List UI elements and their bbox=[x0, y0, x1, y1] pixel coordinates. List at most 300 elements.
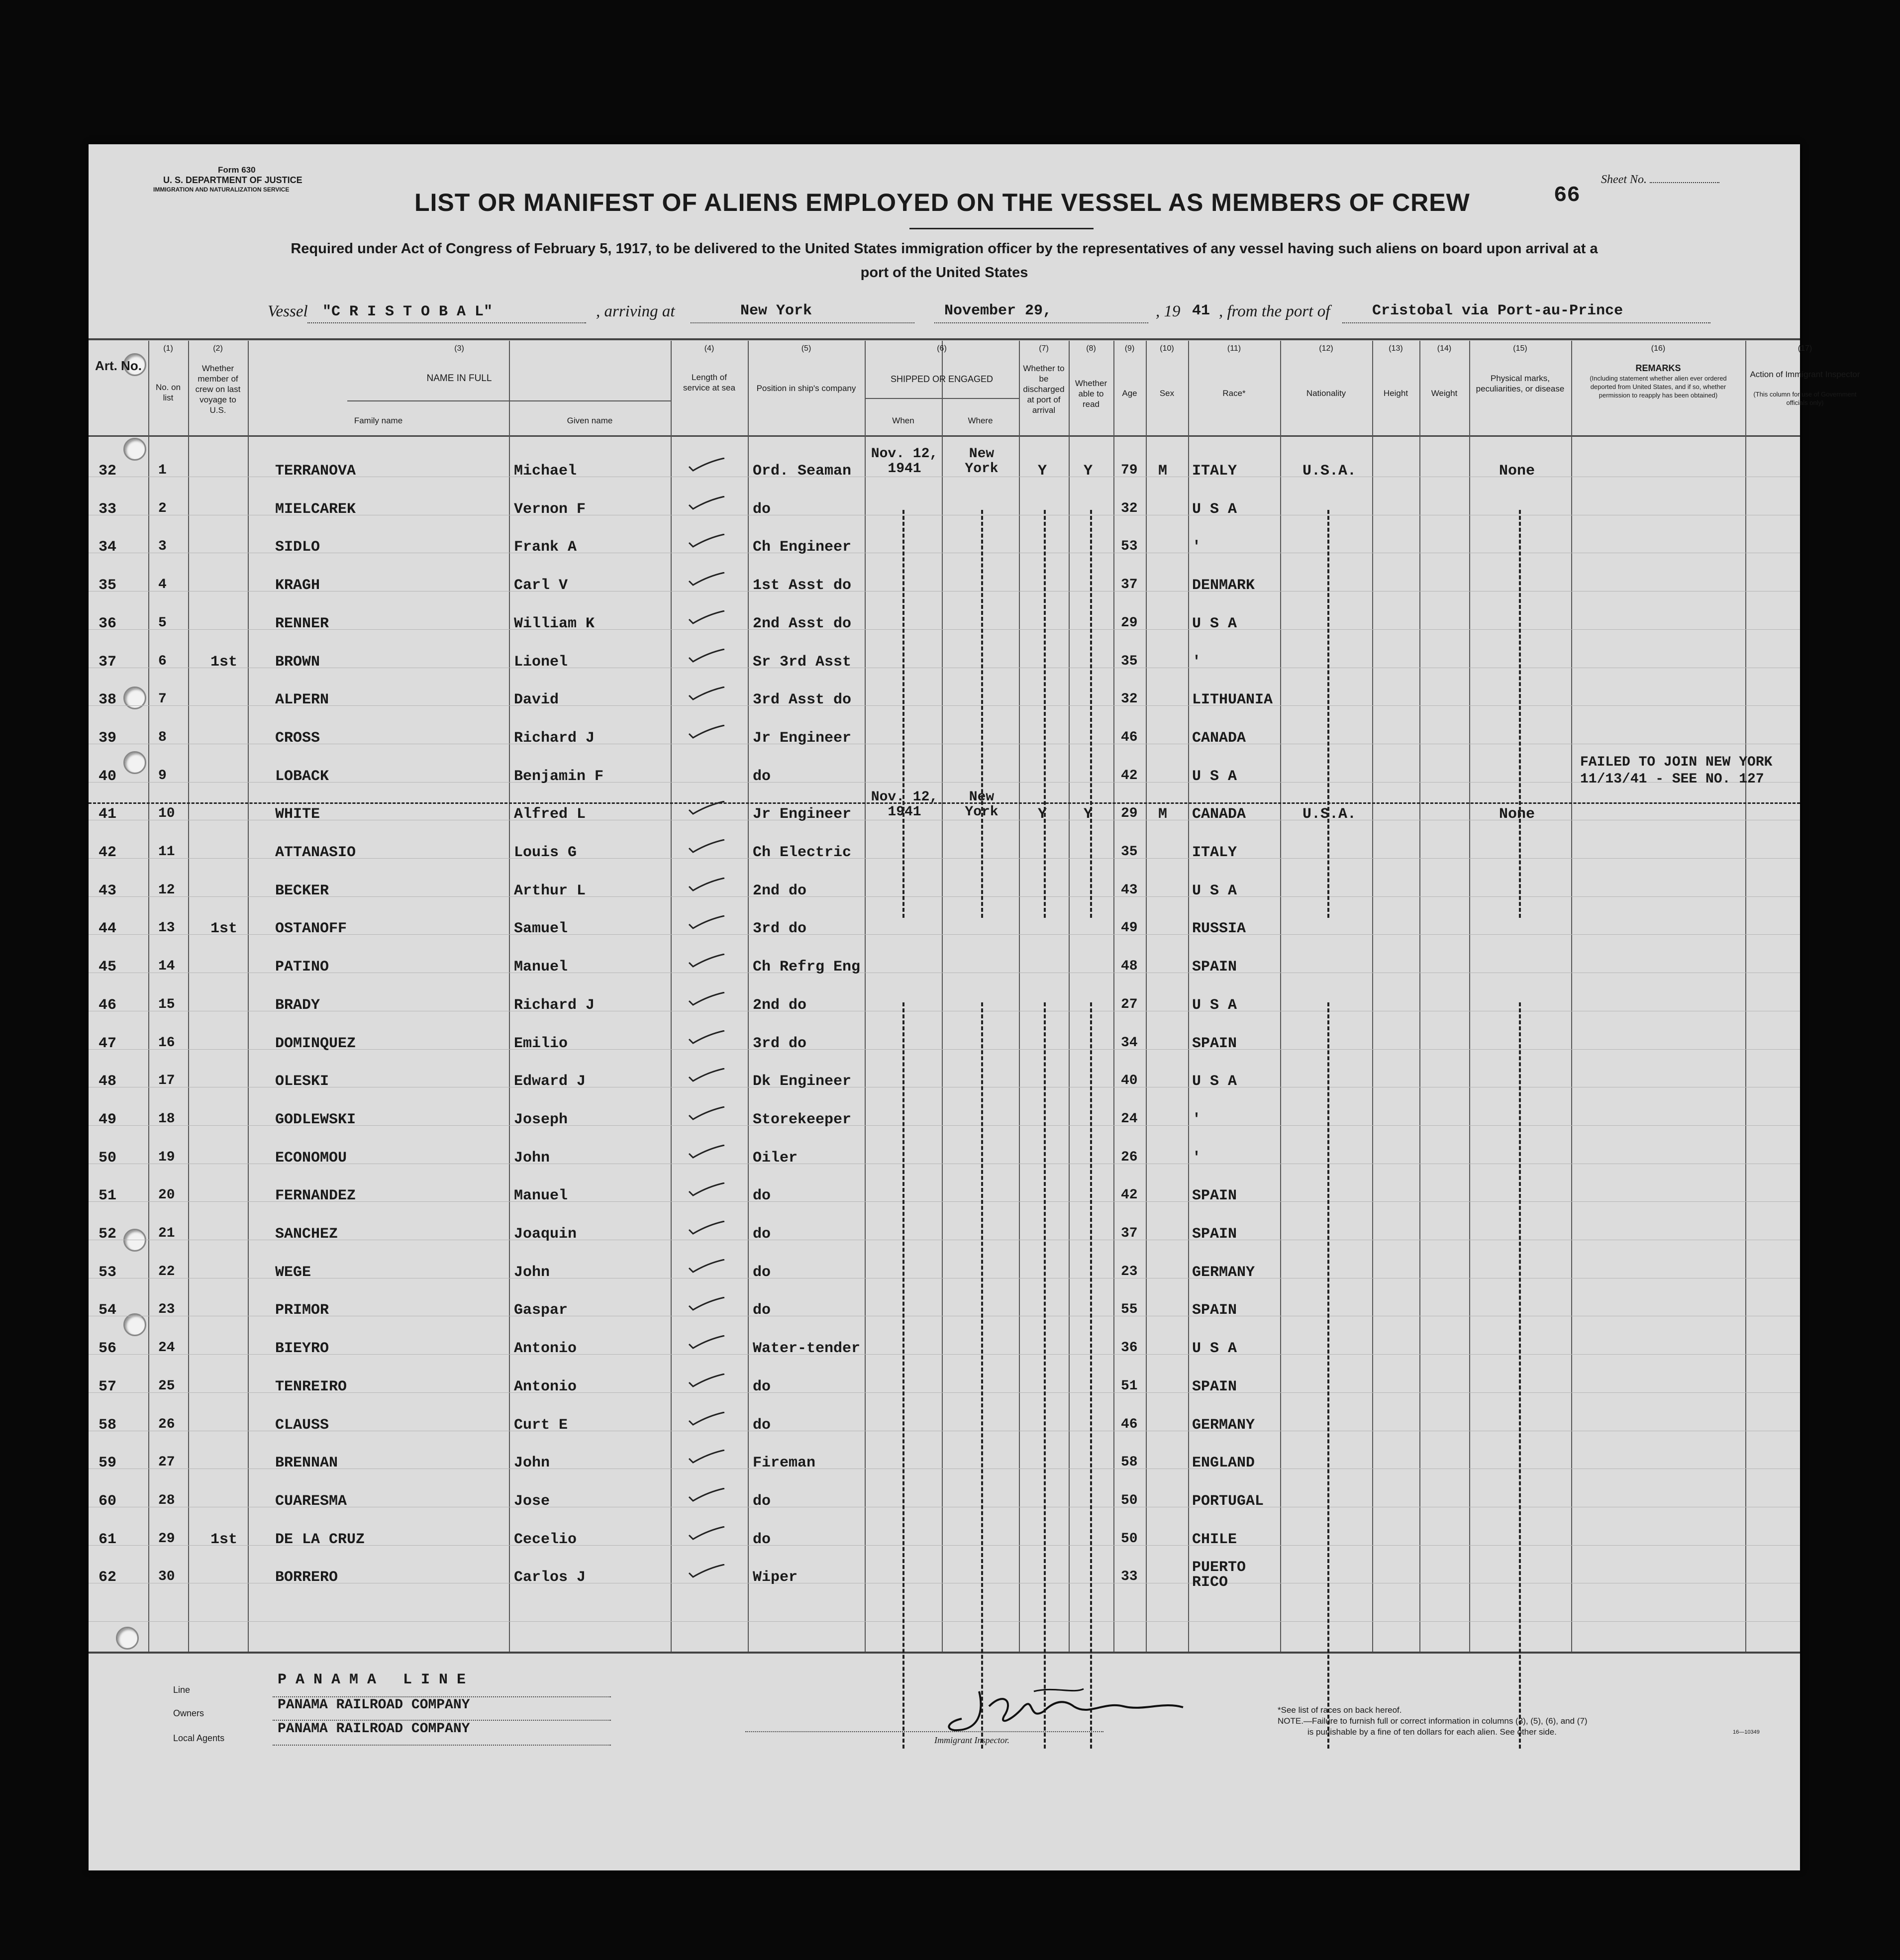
art-no-cell: 42 bbox=[99, 844, 117, 861]
list-no-cell: 8 bbox=[158, 730, 167, 745]
race-cell: ' bbox=[1192, 654, 1201, 671]
subtitle-line-2: port of the United States bbox=[860, 265, 1028, 281]
list-no-cell: 23 bbox=[158, 1302, 175, 1317]
vessel-name: "C R I S T O B A L" bbox=[322, 303, 493, 320]
col-header-name-in-full: NAME IN FULL bbox=[426, 373, 492, 384]
check-mark-icon bbox=[688, 1373, 725, 1388]
list-no-cell: 26 bbox=[158, 1417, 175, 1432]
age-cell: 34 bbox=[1121, 1035, 1138, 1051]
line-label: Line bbox=[173, 1685, 191, 1695]
family-name-cell: MIELCAREK bbox=[275, 501, 356, 518]
inspector-signature bbox=[865, 1671, 1233, 1741]
vessel-label: Vessel bbox=[268, 302, 308, 320]
check-mark-icon bbox=[688, 992, 725, 1007]
fine-note: is punishable by a fine of ten dollars for each alien. See other side. bbox=[1307, 1727, 1557, 1737]
position-cell: do bbox=[753, 1302, 771, 1319]
art-no-cell: 35 bbox=[99, 577, 117, 594]
column-rule bbox=[248, 341, 249, 1652]
family-name-cell: TERRANOVA bbox=[275, 463, 356, 480]
ditto-nationality bbox=[1327, 510, 1329, 918]
given-name-cell: David bbox=[514, 691, 559, 708]
race-cell: ITALY bbox=[1192, 844, 1237, 861]
check-mark-icon bbox=[688, 1488, 725, 1503]
family-name-cell: WHITE bbox=[275, 806, 320, 823]
age-cell: 37 bbox=[1121, 577, 1138, 592]
list-no-cell: 10 bbox=[158, 806, 175, 821]
manifest-sheet bbox=[89, 144, 1860, 1870]
position-cell: Sr 3rd Asst bbox=[753, 654, 852, 671]
sex-cell: M bbox=[1158, 463, 1168, 480]
column-rule bbox=[1419, 341, 1420, 1652]
race-cell: SPAIN bbox=[1192, 959, 1237, 976]
family-name-cell: PATINO bbox=[275, 959, 329, 976]
race-cell: CANADA bbox=[1192, 806, 1246, 823]
race-cell: PUERTO RICO bbox=[1192, 1559, 1246, 1591]
check-mark-icon bbox=[688, 496, 725, 511]
list-no-cell: 21 bbox=[158, 1226, 175, 1241]
ditto-marks-2 bbox=[1519, 1002, 1521, 1749]
position-cell: Oiler bbox=[753, 1150, 798, 1167]
column-rule bbox=[1372, 341, 1373, 1652]
given-name-cell: Richard J bbox=[514, 730, 595, 747]
inspector-label: Immigrant Inspector. bbox=[934, 1735, 1009, 1745]
arrival-date: November 29, bbox=[944, 302, 1052, 319]
position-cell: 3rd do bbox=[753, 1035, 807, 1052]
race-cell: U S A bbox=[1192, 615, 1237, 632]
list-no-cell: 2 bbox=[158, 501, 167, 516]
given-name-cell: John bbox=[514, 1150, 550, 1167]
list-no-cell: 9 bbox=[158, 768, 167, 784]
list-no-cell: 28 bbox=[158, 1493, 175, 1508]
race-cell: U S A bbox=[1192, 997, 1237, 1014]
ditto-when-2 bbox=[902, 1002, 904, 1749]
row-rule bbox=[89, 1354, 1800, 1355]
year-prefix: , 19 bbox=[1156, 302, 1181, 320]
races-note: *See list of races on back hereof. bbox=[1278, 1705, 1402, 1715]
arrival-underline bbox=[691, 322, 914, 323]
given-name-cell: Manuel bbox=[514, 1187, 568, 1204]
check-mark-icon bbox=[688, 725, 725, 740]
list-no-cell: 5 bbox=[158, 615, 167, 631]
list-no-cell: 17 bbox=[158, 1073, 175, 1088]
art-no-cell: 48 bbox=[99, 1073, 117, 1090]
given-name-cell: Antonio bbox=[514, 1340, 577, 1357]
art-no-cell: 49 bbox=[99, 1111, 117, 1128]
family-name-cell: DE LA CRUZ bbox=[275, 1531, 365, 1548]
table-bottom-rule bbox=[89, 1652, 1800, 1654]
given-name-cell: Lionel bbox=[514, 654, 568, 671]
given-name-cell: Edward J bbox=[514, 1073, 586, 1090]
list-no-cell: 19 bbox=[158, 1150, 175, 1165]
race-cell: RUSSIA bbox=[1192, 920, 1246, 937]
family-name-cell: OSTANOFF bbox=[275, 920, 347, 937]
family-name-cell: TENREIRO bbox=[275, 1378, 347, 1395]
age-cell: 50 bbox=[1121, 1493, 1138, 1508]
position-cell: 3rd do bbox=[753, 920, 807, 937]
race-cell: U S A bbox=[1192, 501, 1237, 518]
race-cell: SPAIN bbox=[1192, 1187, 1237, 1204]
position-cell: do bbox=[753, 1531, 771, 1548]
art-no-cell: 51 bbox=[99, 1187, 117, 1204]
family-name-cell: SANCHEZ bbox=[275, 1226, 338, 1243]
owners-rule bbox=[273, 1720, 611, 1721]
given-name-cell: Louis G bbox=[514, 844, 577, 861]
check-mark-icon bbox=[688, 1106, 725, 1121]
family-name-cell: CROSS bbox=[275, 730, 320, 747]
col-num-13: (13) bbox=[1389, 344, 1403, 353]
form-number: Form 630 bbox=[218, 165, 256, 175]
family-name-cell: DOMINQUEZ bbox=[275, 1035, 356, 1052]
race-cell: CHILE bbox=[1192, 1531, 1237, 1548]
given-name-cell: Antonio bbox=[514, 1378, 577, 1395]
position-cell: do bbox=[753, 768, 771, 785]
inspector-rule bbox=[745, 1731, 1103, 1732]
row-rule bbox=[89, 629, 1800, 630]
check-mark-icon bbox=[688, 534, 725, 549]
art-no-cell: 61 bbox=[99, 1531, 117, 1548]
ditto-where-2 bbox=[981, 1002, 983, 1749]
list-no-cell: 16 bbox=[158, 1035, 175, 1051]
age-cell: 43 bbox=[1121, 882, 1138, 898]
age-cell: 55 bbox=[1121, 1302, 1138, 1317]
departure-port: Cristobal via Port-au-Prince bbox=[1372, 302, 1623, 319]
column-rule bbox=[1069, 341, 1070, 1652]
owners-value: PANAMA RAILROAD COMPANY bbox=[278, 1697, 470, 1713]
punch-hole bbox=[123, 686, 146, 709]
art-no-cell: 62 bbox=[99, 1569, 117, 1586]
line-value: P A N A M A L I N E bbox=[278, 1671, 466, 1688]
race-cell: ' bbox=[1192, 1150, 1201, 1167]
col-num-4: (4) bbox=[704, 344, 714, 353]
title-underline bbox=[909, 228, 1094, 229]
col-header-length-of-service: Length of service at sea bbox=[683, 373, 735, 392]
check-mark-icon bbox=[688, 649, 725, 664]
table-top-rule bbox=[89, 338, 1800, 340]
column-rule bbox=[942, 341, 943, 1652]
col-header-when: When bbox=[892, 416, 914, 425]
agents-rule bbox=[273, 1745, 611, 1746]
col-num-1: (1) bbox=[163, 344, 173, 353]
given-name-cell: Richard J bbox=[514, 997, 595, 1014]
age-cell: 53 bbox=[1121, 539, 1138, 554]
check-mark-icon bbox=[688, 954, 725, 969]
vessel-underline bbox=[307, 322, 586, 323]
col-num-14: (14) bbox=[1437, 344, 1452, 353]
race-cell: GERMANY bbox=[1192, 1417, 1255, 1434]
col-num-8: (8) bbox=[1086, 344, 1096, 353]
check-mark-icon bbox=[688, 572, 725, 587]
shipped-where-cell: New York bbox=[965, 789, 999, 820]
check-mark-icon bbox=[688, 878, 725, 892]
position-cell: Jr Engineer bbox=[753, 730, 852, 747]
column-rule bbox=[1019, 341, 1020, 1652]
physical-marks-cell: None bbox=[1499, 806, 1535, 823]
race-cell: U S A bbox=[1192, 1073, 1237, 1090]
given-name-cell: Carlos J bbox=[514, 1569, 586, 1586]
col-header-inspector-note: (This column for use of Government officials only) bbox=[1753, 391, 1857, 406]
family-name-cell: BROWN bbox=[275, 654, 320, 671]
family-name-cell: WEGE bbox=[275, 1264, 311, 1281]
column-rule bbox=[1280, 341, 1281, 1652]
col-header-given-name: Given name bbox=[567, 416, 613, 425]
col-header-age: Age bbox=[1122, 389, 1137, 398]
family-name-cell: KRAGH bbox=[275, 577, 320, 594]
agents-value: PANAMA RAILROAD COMPANY bbox=[278, 1721, 470, 1737]
art-no-cell: 47 bbox=[99, 1035, 117, 1052]
position-cell: Ch Refrg Eng bbox=[753, 959, 861, 976]
age-cell: 35 bbox=[1121, 844, 1138, 860]
art-no-cell: 56 bbox=[99, 1340, 117, 1357]
ditto-when bbox=[902, 510, 904, 918]
check-mark-icon bbox=[688, 458, 725, 473]
column-rule bbox=[1146, 341, 1147, 1652]
family-name-cell: BRENNAN bbox=[275, 1455, 338, 1471]
col-num-7: (7) bbox=[1039, 344, 1049, 353]
subtitle-line-1: Required under Act of Congress of February 5, 1917, to be delivered to the United States immigration officer by the representatives of any vessel having such aliens on board upon arrival at a bbox=[291, 241, 1598, 257]
check-mark-icon bbox=[688, 1335, 725, 1350]
given-name-cell: Curt E bbox=[514, 1417, 568, 1434]
race-cell: LITHUANIA bbox=[1192, 691, 1273, 708]
list-no-cell: 20 bbox=[158, 1187, 175, 1203]
shipped-when-cell: Nov. 12, 1941 bbox=[871, 446, 938, 477]
check-mark-icon bbox=[688, 610, 725, 625]
position-cell: Storekeeper bbox=[753, 1111, 852, 1128]
last-voyage-cell: 1st bbox=[210, 1531, 238, 1548]
given-name-cell: John bbox=[514, 1264, 550, 1281]
shipped-subhead-rule bbox=[865, 398, 1019, 399]
art-no-cell: 43 bbox=[99, 882, 117, 899]
family-name-cell: BECKER bbox=[275, 882, 329, 899]
col-header-sex: Sex bbox=[1159, 389, 1175, 398]
list-no-cell: 7 bbox=[158, 691, 167, 707]
list-no-cell: 12 bbox=[158, 882, 175, 898]
race-cell: SPAIN bbox=[1192, 1226, 1237, 1243]
check-mark-icon bbox=[688, 1297, 725, 1312]
sex-cell: M bbox=[1158, 806, 1168, 823]
age-cell: 29 bbox=[1121, 615, 1138, 631]
age-cell: 33 bbox=[1121, 1569, 1138, 1584]
given-name-cell: Manuel bbox=[514, 959, 568, 976]
given-name-cell: Cecelio bbox=[514, 1531, 577, 1548]
given-name-cell: Arthur L bbox=[514, 882, 586, 899]
list-no-cell: 24 bbox=[158, 1340, 175, 1356]
art-no-cell: 38 bbox=[99, 691, 117, 708]
family-name-cell: ALPERN bbox=[275, 691, 329, 708]
age-cell: 26 bbox=[1121, 1150, 1138, 1165]
position-cell: 2nd do bbox=[753, 882, 807, 899]
list-no-cell: 6 bbox=[158, 654, 167, 669]
list-no-cell: 13 bbox=[158, 920, 175, 936]
given-name-cell: Samuel bbox=[514, 920, 568, 937]
art-no-cell: 37 bbox=[99, 654, 117, 671]
art-no-cell: 45 bbox=[99, 959, 117, 976]
age-cell: 48 bbox=[1121, 959, 1138, 974]
page-number: 66 bbox=[1554, 183, 1580, 208]
art-no-cell: 46 bbox=[99, 997, 117, 1014]
given-name-cell: Gaspar bbox=[514, 1302, 568, 1319]
row-rule bbox=[89, 896, 1800, 897]
art-no-cell: 57 bbox=[99, 1378, 117, 1395]
col-num-16: (16) bbox=[1651, 344, 1666, 353]
column-rule bbox=[148, 341, 149, 1652]
column-rule bbox=[188, 341, 189, 1652]
race-cell: U S A bbox=[1192, 882, 1237, 899]
agents-label: Local Agents bbox=[173, 1733, 225, 1743]
check-mark-icon bbox=[688, 1030, 725, 1045]
race-cell: SPAIN bbox=[1192, 1035, 1237, 1052]
arriving-label: , arriving at bbox=[596, 302, 675, 320]
check-mark-icon bbox=[688, 1526, 725, 1541]
position-cell: Ord. Seaman bbox=[753, 463, 852, 480]
check-mark-icon bbox=[688, 1182, 725, 1197]
age-cell: 24 bbox=[1121, 1111, 1138, 1127]
arrival-year: 41 bbox=[1192, 302, 1210, 319]
art-no-cell: 34 bbox=[99, 539, 117, 556]
age-cell: 50 bbox=[1121, 1531, 1138, 1547]
date-underline bbox=[934, 322, 1148, 323]
art-no-cell: 59 bbox=[99, 1455, 117, 1471]
race-cell: U S A bbox=[1192, 1340, 1237, 1357]
age-cell: 27 bbox=[1121, 997, 1138, 1012]
age-cell: 42 bbox=[1121, 768, 1138, 784]
race-cell: DENMARK bbox=[1192, 577, 1255, 594]
ditto-nationality-2 bbox=[1327, 1002, 1329, 1749]
position-cell: do bbox=[753, 1187, 771, 1204]
remarks-cell: FAILED TO JOIN NEW YORK 11/13/41 - SEE NO. 127 bbox=[1580, 755, 1773, 787]
list-no-cell: 29 bbox=[158, 1531, 175, 1547]
race-cell: SPAIN bbox=[1192, 1378, 1237, 1395]
list-no-cell: 14 bbox=[158, 959, 175, 974]
age-cell: 40 bbox=[1121, 1073, 1138, 1088]
service-name: IMMIGRATION AND NATURALIZATION SERVICE bbox=[153, 186, 290, 193]
position-cell: do bbox=[753, 1493, 771, 1510]
ditto-read-2 bbox=[1090, 1002, 1092, 1749]
list-no-cell: 25 bbox=[158, 1378, 175, 1394]
family-name-cell: LOBACK bbox=[275, 768, 329, 785]
check-mark-icon bbox=[688, 1412, 725, 1427]
age-cell: 32 bbox=[1121, 691, 1138, 707]
art-no-cell: 36 bbox=[99, 615, 117, 632]
family-name-cell: BORRERO bbox=[275, 1569, 338, 1586]
list-no-cell: 22 bbox=[158, 1264, 175, 1279]
art-no-cell: 52 bbox=[99, 1226, 117, 1243]
given-name-cell: Jose bbox=[514, 1493, 550, 1510]
check-mark-icon bbox=[688, 1068, 725, 1083]
arrival-port: New York bbox=[740, 302, 812, 319]
list-no-cell: 4 bbox=[158, 577, 167, 592]
age-cell: 42 bbox=[1121, 1187, 1138, 1203]
column-rule bbox=[748, 341, 749, 1652]
check-mark-icon bbox=[688, 1259, 725, 1274]
col-num-10: (10) bbox=[1160, 344, 1174, 353]
race-cell: U S A bbox=[1192, 768, 1237, 785]
col-header-weight: Weight bbox=[1431, 389, 1458, 398]
header-bottom-rule bbox=[89, 435, 1800, 437]
owners-label: Owners bbox=[173, 1708, 204, 1718]
art-no-cell: 50 bbox=[99, 1150, 117, 1167]
age-cell: 46 bbox=[1121, 730, 1138, 745]
column-rule bbox=[1745, 341, 1746, 1652]
discharged-cell: Y bbox=[1038, 463, 1047, 480]
race-cell: CANADA bbox=[1192, 730, 1246, 747]
given-name-cell: Joseph bbox=[514, 1111, 568, 1128]
art-no-cell: 53 bbox=[99, 1264, 117, 1281]
column-rule bbox=[1571, 341, 1572, 1652]
race-cell: PORTUGAL bbox=[1192, 1493, 1264, 1510]
col-header-height: Height bbox=[1383, 389, 1408, 398]
position-cell: 1st Asst do bbox=[753, 577, 852, 594]
col-header-last-voyage: Whether member of crew on last voyage to U.S. bbox=[195, 364, 241, 415]
check-mark-icon bbox=[688, 1145, 725, 1160]
family-name-cell: RENNER bbox=[275, 615, 329, 632]
position-cell: Ch Engineer bbox=[753, 539, 852, 556]
col-num-17: (17) bbox=[1798, 344, 1812, 353]
position-cell: do bbox=[753, 501, 771, 518]
position-cell: Jr Engineer bbox=[753, 806, 852, 823]
family-name-cell: SIDLO bbox=[275, 539, 320, 556]
check-mark-icon bbox=[688, 915, 725, 930]
age-cell: 58 bbox=[1121, 1455, 1138, 1470]
col-num-3: (3) bbox=[454, 344, 464, 353]
check-mark-icon bbox=[688, 686, 725, 701]
age-cell: 51 bbox=[1121, 1378, 1138, 1394]
ditto-discharged bbox=[1044, 510, 1046, 918]
nationality-cell: U.S.A. bbox=[1302, 463, 1357, 480]
family-name-cell: PRIMOR bbox=[275, 1302, 329, 1319]
from-underline bbox=[1342, 322, 1710, 323]
col-num-5: (5) bbox=[801, 344, 811, 353]
art-no-cell: 44 bbox=[99, 920, 117, 937]
family-name-cell: ECONOMOU bbox=[275, 1150, 347, 1167]
art-no-cell: 39 bbox=[99, 730, 117, 747]
art-no-cell: 41 bbox=[99, 806, 117, 823]
list-no-cell: 30 bbox=[158, 1569, 175, 1584]
column-rule bbox=[671, 341, 672, 1652]
ditto-where bbox=[981, 510, 983, 918]
col-header-able-to-read: Whether able to read bbox=[1075, 379, 1107, 409]
age-cell: 79 bbox=[1121, 463, 1138, 478]
age-cell: 35 bbox=[1121, 654, 1138, 669]
list-no-cell: 1 bbox=[158, 463, 167, 478]
age-cell: 36 bbox=[1121, 1340, 1138, 1356]
check-mark-icon bbox=[688, 1564, 725, 1579]
family-name-cell: CUARESMA bbox=[275, 1493, 347, 1510]
race-cell: ' bbox=[1192, 1111, 1201, 1128]
list-no-cell: 3 bbox=[158, 539, 167, 554]
art-no-cell: 54 bbox=[99, 1302, 117, 1319]
page-title: LIST OR MANIFEST OF ALIENS EMPLOYED ON THE VESSEL AS MEMBERS OF CREW bbox=[414, 189, 1470, 216]
col-num-15: (15) bbox=[1513, 344, 1527, 353]
col-num-6: (6) bbox=[937, 344, 947, 353]
discharged-cell: Y bbox=[1038, 806, 1047, 823]
sheet-no-label bbox=[1601, 173, 1719, 187]
race-cell: SPAIN bbox=[1192, 1302, 1237, 1319]
col-header-discharged: Whether to be discharged at port of arrival bbox=[1023, 364, 1065, 415]
punch-hole bbox=[123, 1229, 146, 1252]
col-num-9: (9) bbox=[1124, 344, 1135, 353]
col-num-11: (11) bbox=[1227, 344, 1241, 353]
position-cell: do bbox=[753, 1264, 771, 1281]
col-num-2: (2) bbox=[213, 344, 223, 353]
age-cell: 32 bbox=[1121, 501, 1138, 516]
sheet-no-text: Sheet No. bbox=[1601, 173, 1647, 186]
shipped-where-cell: New York bbox=[965, 446, 999, 477]
age-cell: 49 bbox=[1121, 920, 1138, 936]
position-cell: Water-tender bbox=[753, 1340, 861, 1357]
col-header-inspector-action: Action of Immigrant Inspector bbox=[1750, 370, 1860, 379]
position-cell: do bbox=[753, 1226, 771, 1243]
position-cell: do bbox=[753, 1378, 771, 1395]
